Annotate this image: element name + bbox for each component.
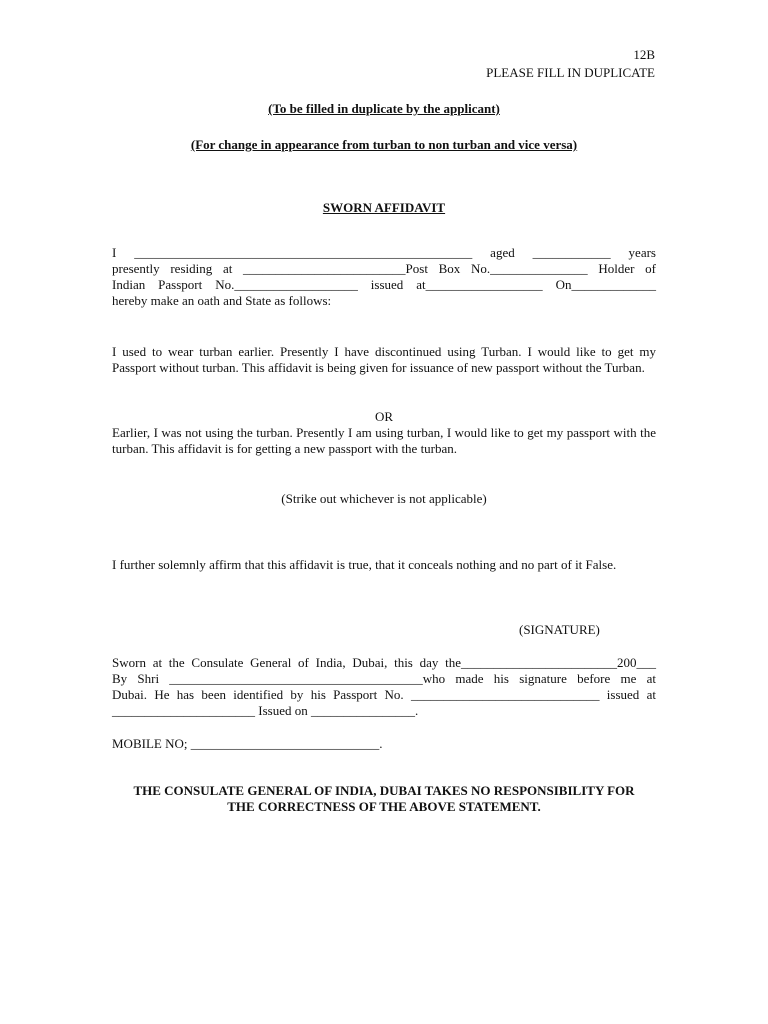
declaration-line-name: I ____________________________________________________ aged ____________ years <box>112 245 656 260</box>
option-a-paragraph: I used to wear turban earlier. Presently I have discontinued using Turban. I would like to get my Passport without turban. This affidavit is being given for issuance of new passport without the Turban. <box>112 344 656 375</box>
signature-label: (SIGNATURE) <box>519 622 600 637</box>
or-label: OR <box>374 409 394 424</box>
form-subtitle: (To be filled in duplicate by the applicant) <box>268 101 500 116</box>
declaration-block <box>112 245 656 309</box>
form-purpose: (For change in appearance from turban to non turban and vice versa) <box>190 137 578 152</box>
mobile-field: MOBILE NO; _____________________________. <box>112 736 383 751</box>
declaration-line-oath: hereby make an oath and State as follows: <box>112 293 332 308</box>
form-code: 12B <box>633 47 655 62</box>
page-title: SWORN AFFIDAVIT <box>322 200 446 215</box>
sworn-line-shri: By Shri _______________________________________who made his signature before me at <box>112 671 656 686</box>
disclaimer-line-1: THE CONSULATE GENERAL OF INDIA, DUBAI TAKES NO RESPONSIBILITY FOR <box>133 783 635 798</box>
option-b-paragraph: Earlier, I was not using the turban. Presently I am using turban, I would like to get my passport with the turban. This affidavit is for getting a new passport with the turban. <box>112 425 656 456</box>
duplicate-note: PLEASE FILL IN DUPLICATE <box>486 65 655 80</box>
strike-note: (Strike out whichever is not applicable) <box>281 491 487 506</box>
sworn-block <box>112 655 656 719</box>
affirmation-paragraph: I further solemnly affirm that this affidavit is true, that it conceals nothing and no part of it False. <box>112 557 617 572</box>
declaration-line-address: presently residing at _________________________Post Box No._______________ Holder of <box>112 261 656 276</box>
sworn-line-passport: Dubai. He has been identified by his Passport No. _____________________________ issued at <box>112 687 656 702</box>
disclaimer-line-2: THE CORRECTNESS OF THE ABOVE STATEMENT. <box>227 799 541 814</box>
sworn-line-date: Sworn at the Consulate General of India, Dubai, this day the________________________200___ <box>112 655 656 670</box>
declaration-line-passport: Indian Passport No.___________________ issued at__________________ On_____________ <box>112 277 656 292</box>
sworn-line-issued: ______________________ Issued on ________________. <box>112 703 419 718</box>
